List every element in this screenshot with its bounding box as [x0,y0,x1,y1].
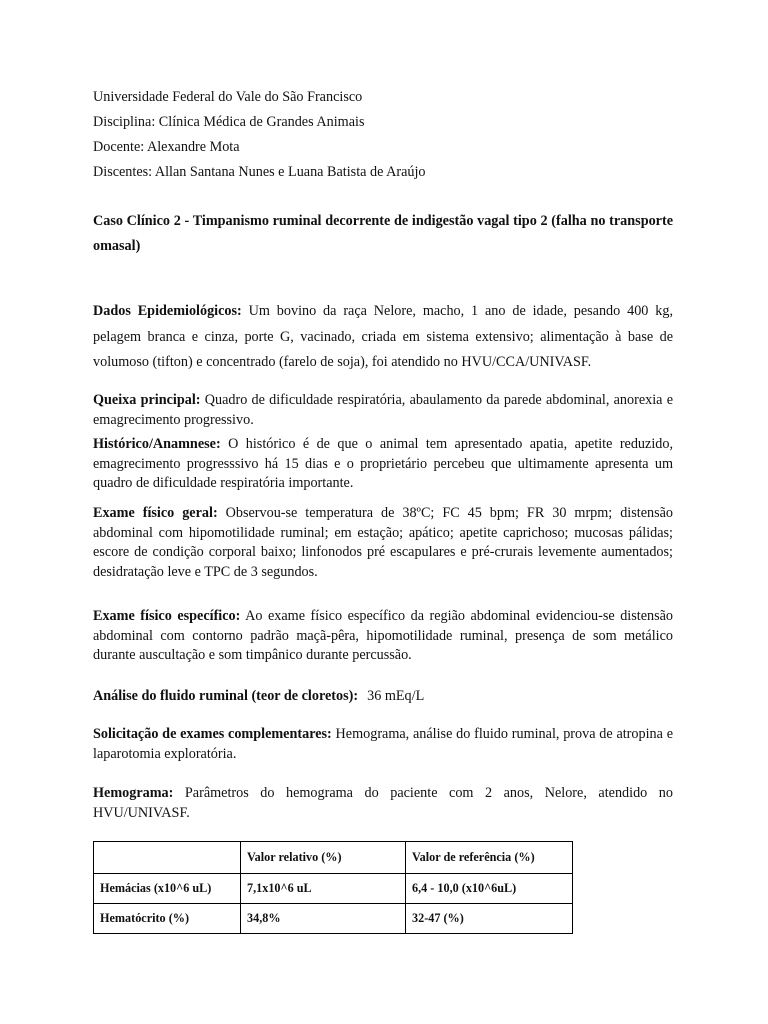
fluid-analysis-label: Análise do fluido ruminal (teor de cloretos): [93,688,359,704]
requested-exams-section [93,725,673,764]
table-header-cell: Valor de referência (%) [406,842,573,874]
complaint-text: Quadro de dificuldade respiratória, abaulamento da parede abdominal, anorexia e emagrecimento progressivo. [93,392,673,428]
hemogram-section [93,784,673,823]
hemogram-label: Hemograma: [93,785,174,801]
history-text: O histórico é de que o animal tem apresentado apatia, apetite reduzido, emagrecimento progresssivo há 15 dias e o proprietário percebeu que ultimamente apresenta um quadro de dificuldade respiratória importante. [93,436,673,491]
general-exam-section [93,504,673,582]
table-row [94,904,573,934]
table-cell: 6,4 - 10,0 (x10^6uL) [406,874,573,904]
specific-exam-section [93,607,673,666]
requested-exams-label: Solicitação de exames complementares: [93,726,332,742]
requested-exams-text: Hemograma, análise do fluido ruminal, prova de atropina e laparotomia exploratória. [93,726,673,762]
table-header-row [94,842,573,874]
general-exam-text: Observou-se temperatura de 38ºC; FC 45 bpm; FR 30 mrpm; distensão abdominal com hipomotilidade ruminal; em estação; apático; apetite caprichoso; mucosas pálidas; escore de condição corporal baixo; linfonodos pré escapulares e pré-crurais levemente aumentados; desidratação leve e TPC de 3 segundos. [93,505,673,580]
table-cell: 7,1x10^6 uL [241,874,406,904]
epidemiological-text: Um bovino da raça Nelore, macho, 1 ano de idade, pesando 400 kg, pelagem branca e cinza, porte G, vacinado, criada em sistema extensivo; alimentação à base de volumoso (tifton) e concentrado (farelo de soja), foi atendido no HVU/CCA/UNIVASF. [93,303,673,370]
table-cell: 34,8% [241,904,406,934]
history-label: Histórico/Anamnese: [93,436,221,452]
specific-exam-label: Exame físico específico: [93,608,241,624]
fluid-analysis-value: 36 mEq/L [367,688,425,704]
document-header [93,85,426,185]
specific-exam-text: Ao exame físico específico da região abdominal evidenciou-se distensão abdominal com contorno padrão maçã-pêra, hipomotilidade ruminal, presença de som metálico durante auscultação e som timpânico durante percussão. [93,608,674,663]
table-header-cell: Valor relativo (%) [241,842,406,874]
teacher-line: Docente: Alexandre Mota [93,139,240,155]
university-line: Universidade Federal do Vale do São Francisco [93,89,363,105]
table-cell: 32-47 (%) [406,904,573,934]
general-exam-label: Exame físico geral: [93,505,218,521]
table-header-cell [94,842,241,874]
hemogram-table [93,841,573,934]
discipline-line: Disciplina: Clínica Médica de Grandes Animais [93,114,365,130]
table-cell: Hematócrito (%) [94,904,241,934]
table-row [94,874,573,904]
students-line: Discentes: Allan Santana Nunes e Luana Batista de Araújo [93,164,426,180]
complaint-label: Queixa principal: [93,392,201,408]
hemogram-text: Parâmetros do hemograma do paciente com 2 anos, Nelore, atendido no HVU/UNIVASF. [93,785,673,821]
epidemiological-label: Dados Epidemiológicos: [93,303,242,319]
epidemiological-section [93,299,673,376]
complaint-section [93,391,673,430]
history-section [93,435,673,494]
case-title: Caso Clínico 2 - Timpanismo ruminal decorrente de indigestão vagal tipo 2 (falha no transporte omasal) [93,213,673,254]
table-cell: Hemácias (x10^6 uL) [94,874,241,904]
fluid-analysis-section [93,687,673,707]
